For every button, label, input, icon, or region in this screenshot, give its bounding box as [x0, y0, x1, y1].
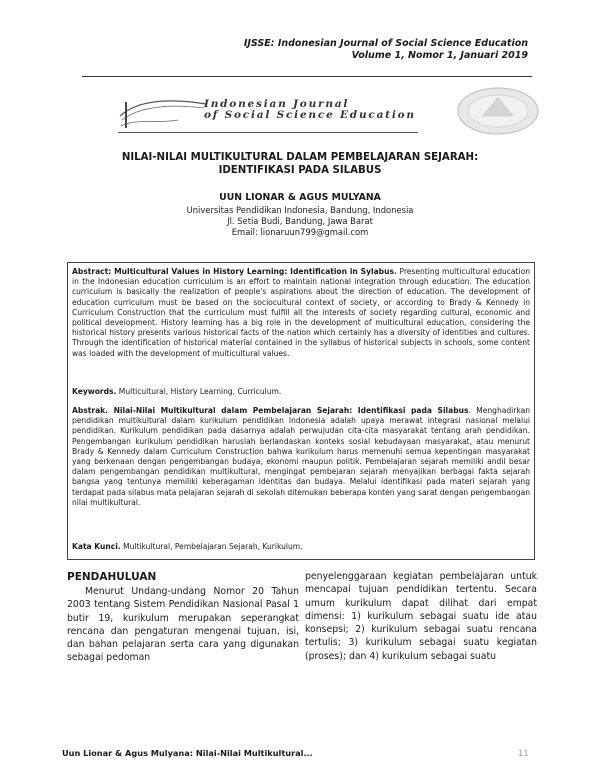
logo-line-1: Indonesian Journal — [204, 98, 350, 110]
keywords-en-list: Multicultural, History Learning, Curriculum. — [116, 387, 282, 396]
intro-right-column — [305, 570, 537, 663]
journal-volume: Volume 1, Nomor 1, Januari 2019 — [351, 50, 528, 61]
authors: UUN LIONAR & AGUS MULYANA — [219, 192, 381, 203]
affiliation-university: Universitas Pendidikan Indonesia, Bandung, Indonesia — [186, 205, 414, 215]
page-number: 11 — [518, 748, 529, 758]
abstract-id — [72, 406, 530, 508]
journal-name: IJSSE: Indonesian Journal of Social Science Education — [243, 38, 528, 49]
header-rule — [82, 76, 532, 77]
running-title: Uun Lionar & Agus Mulyana: Nilai-Nilai Multikultural... — [62, 748, 313, 758]
journal-header — [244, 38, 528, 61]
keywords-id — [72, 542, 530, 552]
abstract-en-heading: Abstract: Multicultural Values in History Learning: Identification in Sylabus. — [72, 267, 397, 276]
abstract-en — [72, 267, 530, 359]
abstract-id-body: . Menghadirkan pendidikan multikultural dalam kurikulum pendidikan Indonesia adalah upaya merawat integrasi nasional melalui pendidikan. Kurikulum pendidikan pada dasarnya adalah perwujudan cita-cita masyarakat tentang arah pendidikan. Pengembangan kurikulum pendidikan haruslah berlandaskan konteks sosial kebudayaan masyarakat, atau menurut Brady & Kennedy dalam Curriculum Construction bahwa kurikulum harus memenuhi semua kepentingan masyarakat yang berkenaan dengan pengembangan budaya, ekonomi maupun politik. Pembelajaran sejarah memiliki andil besar dalam pengembangan pendidikan multikultural, mengingat pembejaran sejarah menyajikan berbagai fakta sejarah bangsa yang tentunya memiliki keberagaman identitas dan budaya. Melalui identifikasi pada materi sejarah yang terdapat pada silabus mata pelajaran sejarah di sekolah ditemukan beberapa konten yang sarat dengan pengembangan nilai multikultural. — [72, 406, 530, 507]
abstract-box — [67, 262, 535, 560]
affiliation-address: Jl. Setia Budi, Bandung, Jawa Barat — [227, 216, 373, 226]
abstract-id-heading: Abstrak. Nilai-Nilai Multikultural dalam Pembelajaran Sejarah: Identifikasi pada Silabus — [72, 406, 469, 415]
intro-right-text: penyelenggaraan kegiatan pembelajaran untuk mencapai tujuan pendidikan tertentu. Secara umum kurikulum dapat dilihat dari empat dimensi: 1) kurikulum sebagai suatu ide atau konsepsi; 2) kurikulum sebagai suatu rencana tertulis; 3) kurikulum sebagai suatu kegiatan (proses); dan 4) kurikulum sebagai suatu — [305, 571, 537, 662]
keywords-en — [72, 387, 530, 397]
keywords-id-label: Kata Kunci. — [72, 542, 121, 551]
logo-swoosh-icon — [118, 98, 210, 132]
affiliation-email: Email: lionaruun799@gmail.com — [231, 227, 369, 237]
keywords-en-label: Keywords. — [72, 387, 117, 396]
title-line-2: IDENTIFIKASI PADA SILABUS — [218, 165, 382, 176]
logo-wordmark — [204, 99, 416, 121]
intro-left-column — [67, 570, 299, 665]
abstract-en-body: Presenting multicultural education in the Indonesian education curriculum is an effort to maintain national integration through education. The education curriculum is basically the realization of people's aspirations about the direction of education. The development of education curriculum must be based on the sociocultural context of society, or according to Brady & Kennedy in Curriculum Construction that the curriculum must fulfill all the interests of society regarding cultural, economic and political development. History learning has a big role in the development of multicultural education, considering the historical history presents various historical facts of the nation which certainly has a diversity of identities and cultures. Through the identification of historical material contained in the syllabus of historical subjects in schools, some content was loaded with the development of multicultural values. — [72, 267, 530, 358]
paper-title — [0, 151, 600, 177]
journal-logo — [118, 90, 538, 142]
university-seal-icon — [453, 86, 543, 136]
logo-line-2: of Social Science Education — [204, 109, 416, 121]
title-line-1: NILAI-NILAI MULTIKULTURAL DALAM PEMBELAJARAN SEJARAH: — [121, 152, 479, 163]
keywords-id-list: Multikultural, Pembelajaran Sejarah, Kurikulum. — [120, 542, 303, 551]
section-heading: PENDAHULUAN — [67, 571, 157, 583]
intro-left-text: Menurut Undang-undang Nomor 20 Tahun 2003 tentang Sistem Pendidikan Nasional Pasal 1 butir 19, kurikulum merupakan seperangkat rencana dan pengaturan mengenai tujuan, isi, dan bahan pelajaran serta cara yang digunakan sebagai pedoman — [67, 586, 299, 664]
logo-rule — [118, 132, 418, 133]
